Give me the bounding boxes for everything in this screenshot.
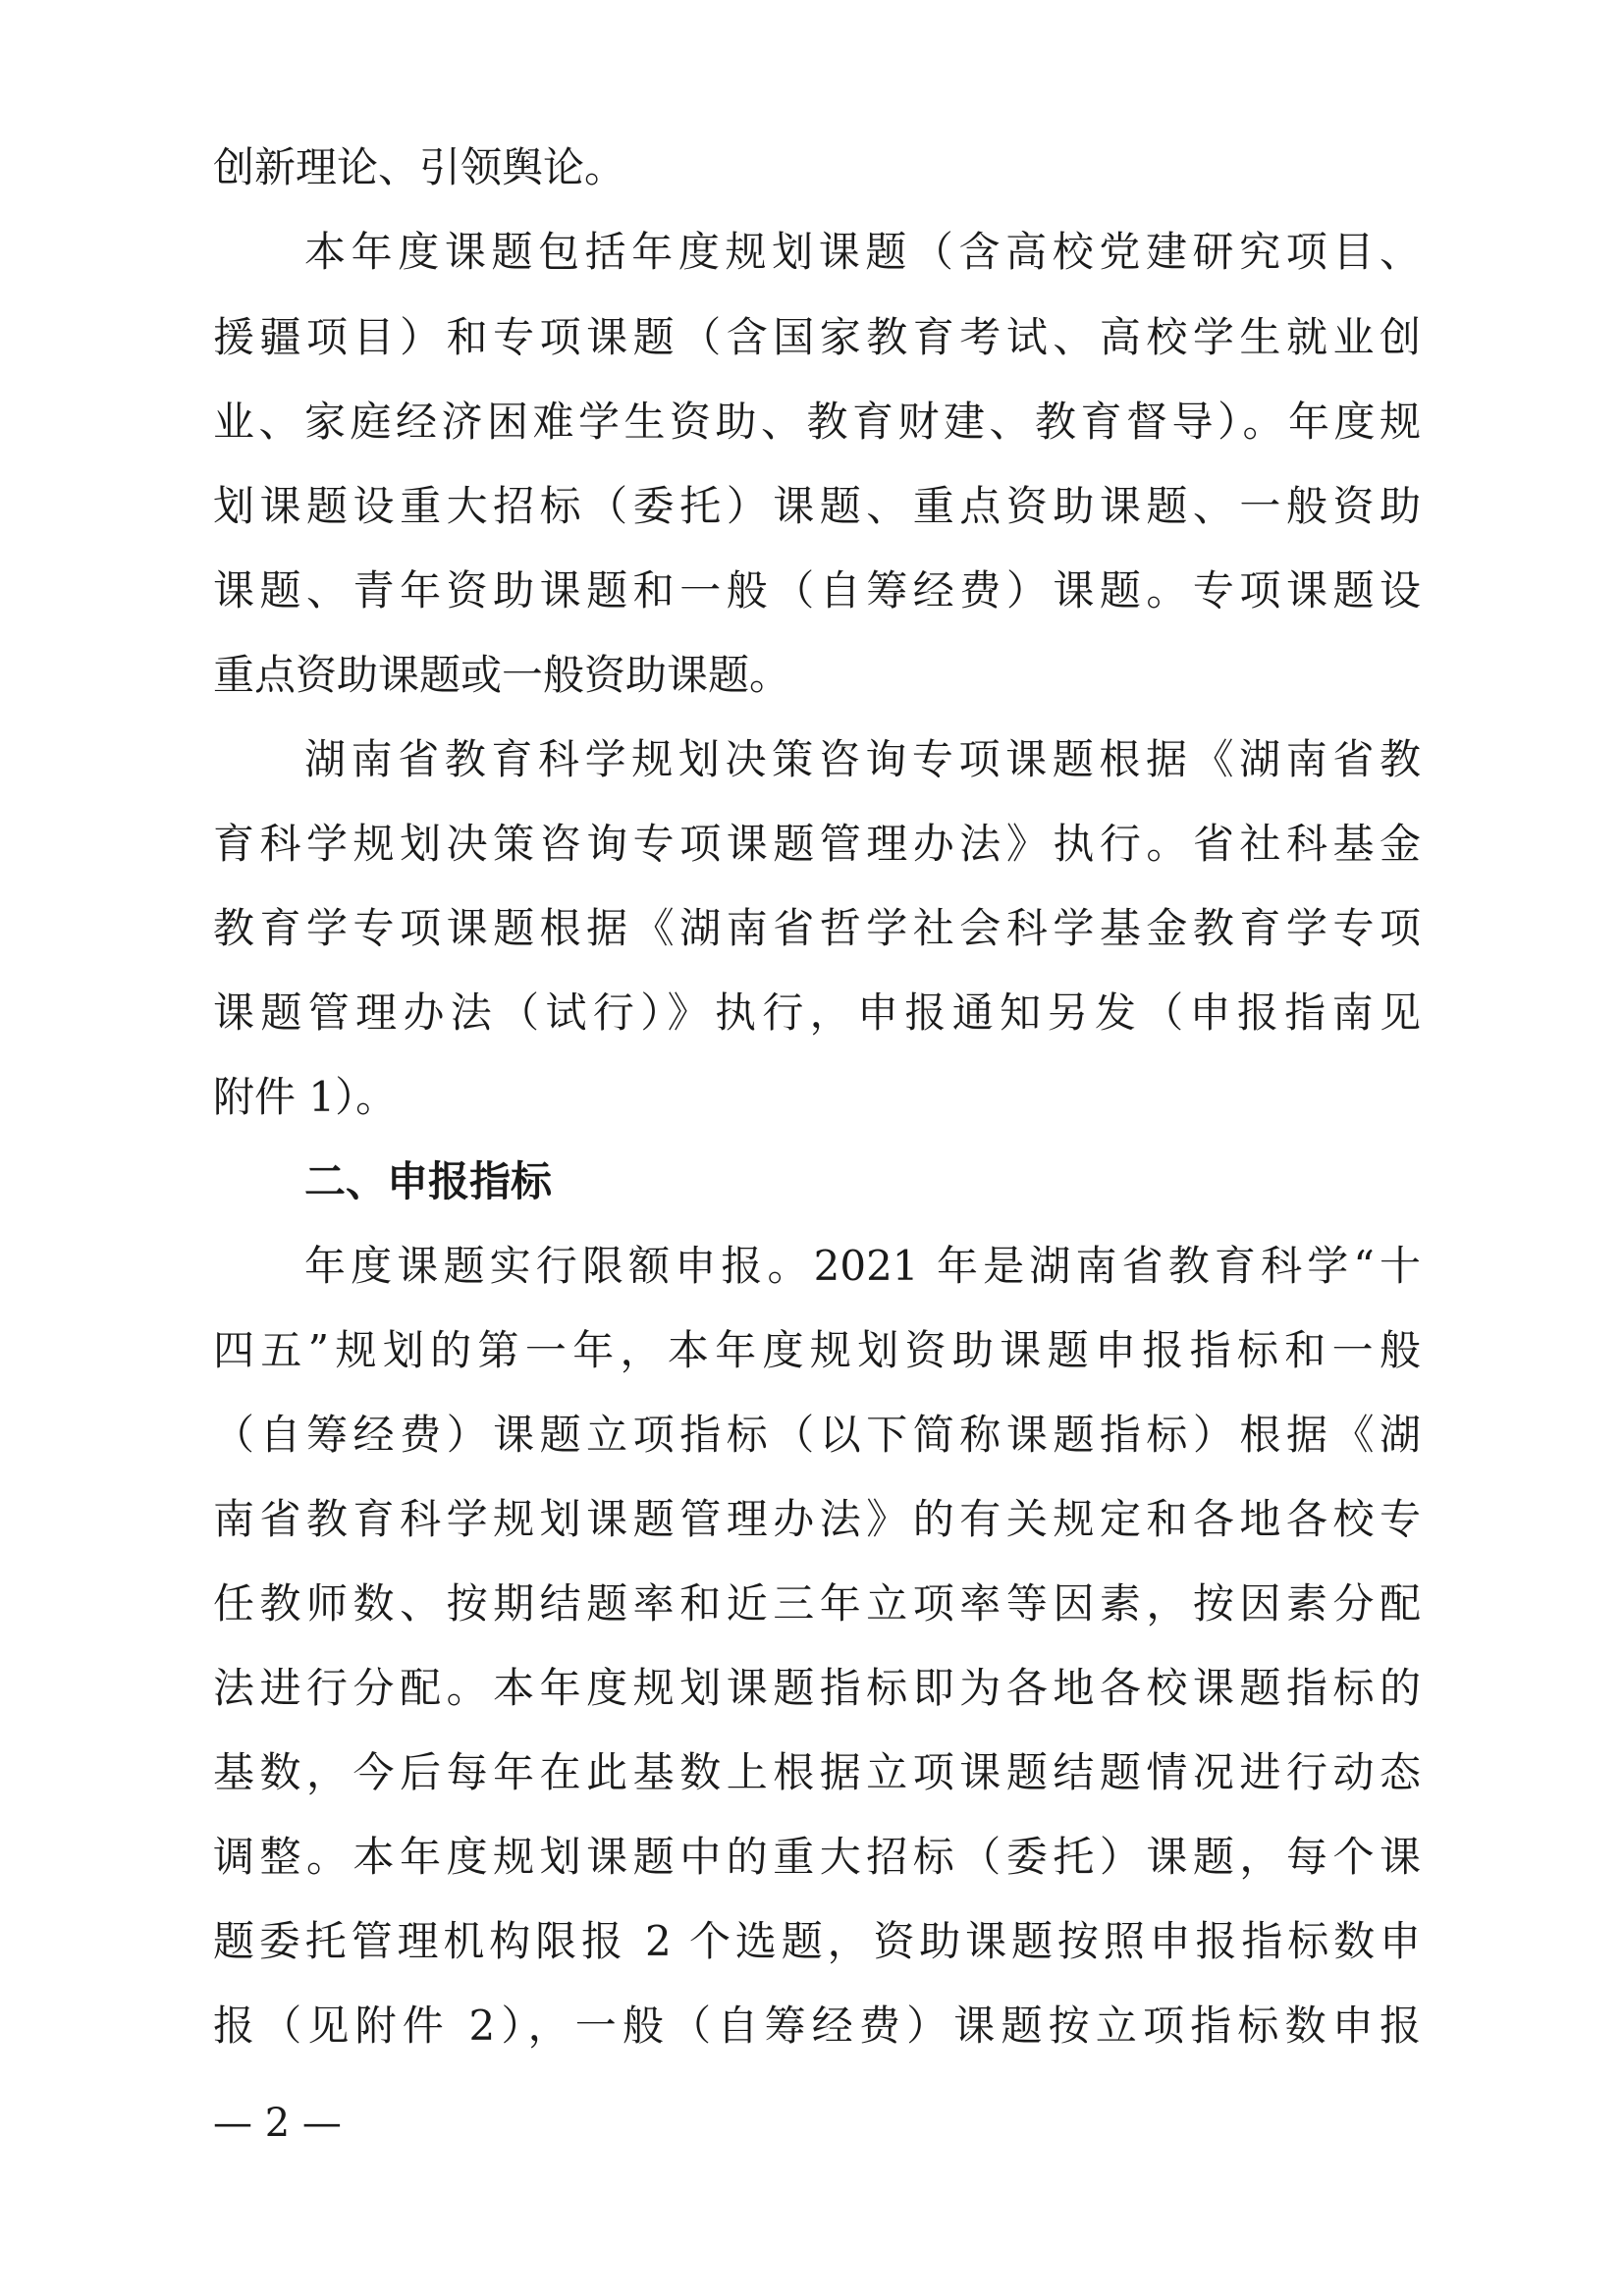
text-line: 基数，今后每年在此基数上根据立项课题结题情况进行动态	[213, 1748, 1421, 1796]
section-heading: 二、申报指标	[304, 1157, 553, 1205]
text-line: 法进行分配。本年度规划课题指标即为各地各校课题指标的	[213, 1664, 1421, 1712]
text-line: 报（见附件 2），一般（自筹经费）课题按立项指标数申报	[213, 2002, 1421, 2050]
text-line: 四五”规划的第一年，本年度规划资助课题申报指标和一般	[213, 1326, 1421, 1374]
text-line: 划课题设重大招标（委托）课题、重点资助课题、一般资助	[213, 482, 1421, 530]
text-line: 附件 1）。	[213, 1073, 398, 1121]
text-line: 年度课题实行限额申报。2021 年是湖南省教育科学“十	[304, 1242, 1421, 1290]
text-line: 课题管理办法（试行）》执行，申报通知另发（申报指南见	[213, 988, 1421, 1037]
text-line: 教育学专项课题根据《湖南省哲学社会科学基金教育学专项	[213, 904, 1421, 952]
text-line: （自筹经费）课题立项指标（以下简称课题指标）根据《湖	[213, 1411, 1421, 1459]
text-line: 重点资助课题或一般资助课题。	[213, 651, 791, 699]
text-line: 任教师数、按期结题率和近三年立项率等因素，按因素分配	[213, 1579, 1421, 1628]
text-line: 援疆项目）和专项课题（含国家教育考试、高校学生就业创	[213, 313, 1421, 361]
text-line: 育科学规划决策咨询专项课题管理办法》执行。省社科基金	[213, 820, 1421, 868]
text-line: 湖南省教育科学规划决策咨询专项课题根据《湖南省教	[304, 735, 1421, 783]
page-number: — 2 —	[213, 2101, 342, 2146]
text-line: 课题、青年资助课题和一般（自筹经费）课题。专项课题设	[213, 566, 1421, 614]
text-line: 南省教育科学规划课题管理办法》的有关规定和各地各校专	[213, 1495, 1421, 1543]
text-line: 创新理论、引领舆论。	[213, 143, 626, 191]
text-line: 调整。本年度规划课题中的重大招标（委托）课题，每个课	[213, 1833, 1421, 1881]
text-line: 本年度课题包括年度规划课题（含高校党建研究项目、	[304, 228, 1421, 276]
text-line: 业、家庭经济困难学生资助、教育财建、教育督导）。年度规	[213, 398, 1421, 446]
text-line: 题委托管理机构限报 2 个选题，资助课题按照申报指标数申	[213, 1917, 1421, 1965]
